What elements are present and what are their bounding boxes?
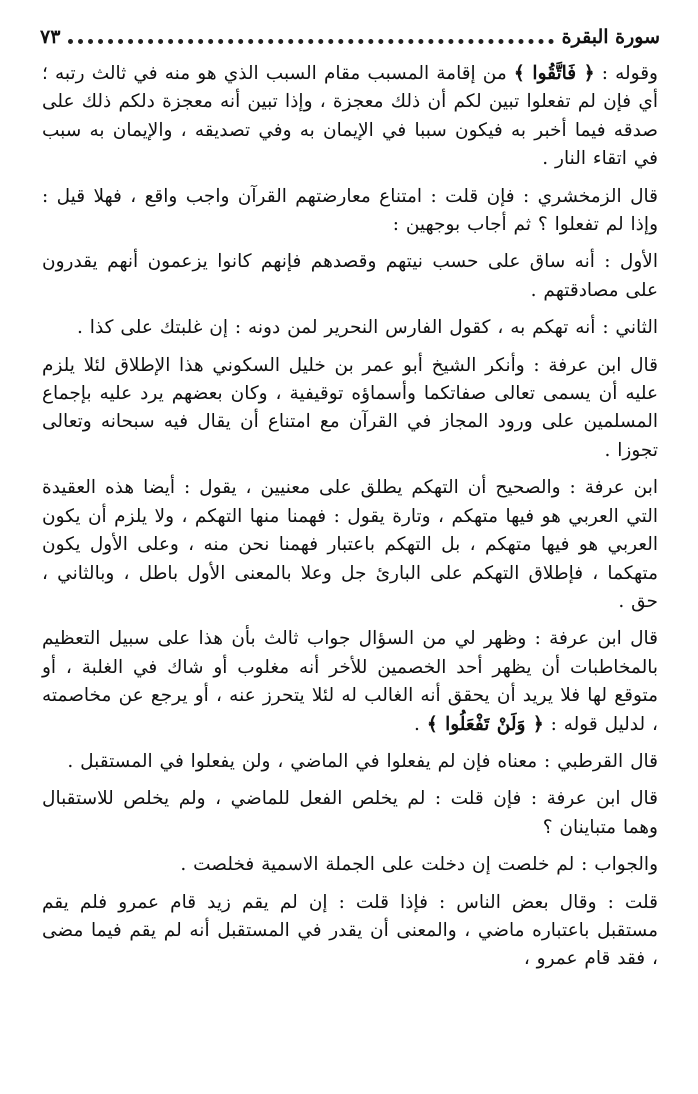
page-number: ٧٣: [40, 26, 61, 48]
text-run: قال ابن عرفة : وظهر لي من السؤال جواب ثالث بأن هذا على سبيل التعظيم بالمخاطبات أن يظهر أحد الخصمين للأخر أنه مغلوب أو شاك في الغلبة ، أو متوقع لها فلا يريد أن يحقق أنه الغالب له لئلا يتحرز عنه ، أو يرجع عن مخاصمته ، لدليل قوله :: [42, 628, 659, 735]
quran-quote: ﴿ وَلَنْ تَفْعَلُوا ﴾: [426, 713, 544, 735]
text-run: الأول : أنه ساق على حسب نيتهم وقصدهم فإنهم كانوا يزعمون أنهم يقدرون على مصادقتهم .: [42, 251, 658, 301]
text-run: وقوله :: [594, 63, 658, 84]
paragraph: [42, 748, 658, 776]
text-run: قال الزمخشري : فإن قلت : امتناع معارضتهم القرآن واجب واقع ، فهلا قيل : وإذا لم تفعلوا ؟ ثم أجاب بوجهين :: [42, 185, 658, 236]
paragraph: [42, 60, 658, 174]
paragraph: [42, 314, 658, 342]
paragraph: [42, 625, 658, 739]
paragraph: [42, 851, 658, 879]
paragraph: [42, 183, 658, 240]
text-run: من إقامة المسبب مقام السبب الذي هو منه في ثالث رتبه ؛ أي فإن لم تفعلوا تبين لكم أن ذلك معجزة ، وإذا تبين أنه معجزة دلكم ذلك على صدقه فيما أخبر به فيكون سببا في الإيمان به وفي تصديقه ، والإيمان به سبب في اتقاء النار .: [42, 63, 658, 170]
text-run: .: [414, 713, 427, 735]
page-header: [40, 22, 660, 52]
page-body: [42, 60, 658, 983]
paragraph: [42, 889, 658, 974]
text-run: قلت : وقال بعض الناس : فإذا قلت : إن لم يقم زيد قام عمرو فلم يقم مستقبل باعتباره ماضي ، والمعنى أن يقدر في المستقبل أنه لم يقم فيما مضى ، فقد قام عمرو ،: [42, 891, 658, 970]
paragraph: [42, 474, 658, 616]
text-run: والجواب : لم خلصت إن دخلت على الجملة الاسمية فخلصت .: [180, 854, 658, 876]
text-run: ابن عرفة : والصحيح أن التهكم يطلق على معنيين ، يقول : أيضا هذه العقيدة التي العربي هو فيها متهكم ، وتارة يقول : فهمنا منها التهكم ، ولا يلزم أن يكون العربي هو فيها متهكم ، بل التهكم باعتبار فهمنا نحن منه ، وعلى الأول يكون متهكما ، فإطلاق التهكم على البارئ جل وعلا بالمعنى الأول باطل ، وبالثاني ، حق .: [42, 477, 658, 612]
surah-title: سورة البقرة: [561, 26, 660, 48]
paragraph: [42, 785, 658, 842]
paragraph: [42, 248, 658, 305]
text-run: قال ابن عرفة : فإن قلت : لم يخلص الفعل للماضي ، ولم يخلص للاستقبال وهما متباينان ؟: [42, 788, 658, 838]
text-run: قال القرطبي : معناه فإن لم يفعلوا في الماضي ، ولن يفعلوا في المستقبل .: [67, 750, 658, 772]
text-run: الثاني : أنه تهكم به ، كقول الفارس النحرير لمن دونه : إن غلبتك على كذا .: [77, 317, 658, 339]
header-dotted-rule: [68, 39, 553, 44]
paragraph: [42, 352, 658, 466]
text-run: قال ابن عرفة : وأنكر الشيخ أبو عمر بن خليل السكوني هذا الإطلاق لئلا يلزم عليه أن يسمى تعالى صفاتكما وأسماؤه توقيفية ، وكان بعضهم يرد عليه بإجماع المسلمين على ورود المجاز في القرآن مع امتناع أن يقال فيه سبحانه وتعالى تجوزا .: [42, 354, 658, 461]
quran-quote: ﴿ فَاتَّقُوا ﴾: [513, 63, 595, 84]
